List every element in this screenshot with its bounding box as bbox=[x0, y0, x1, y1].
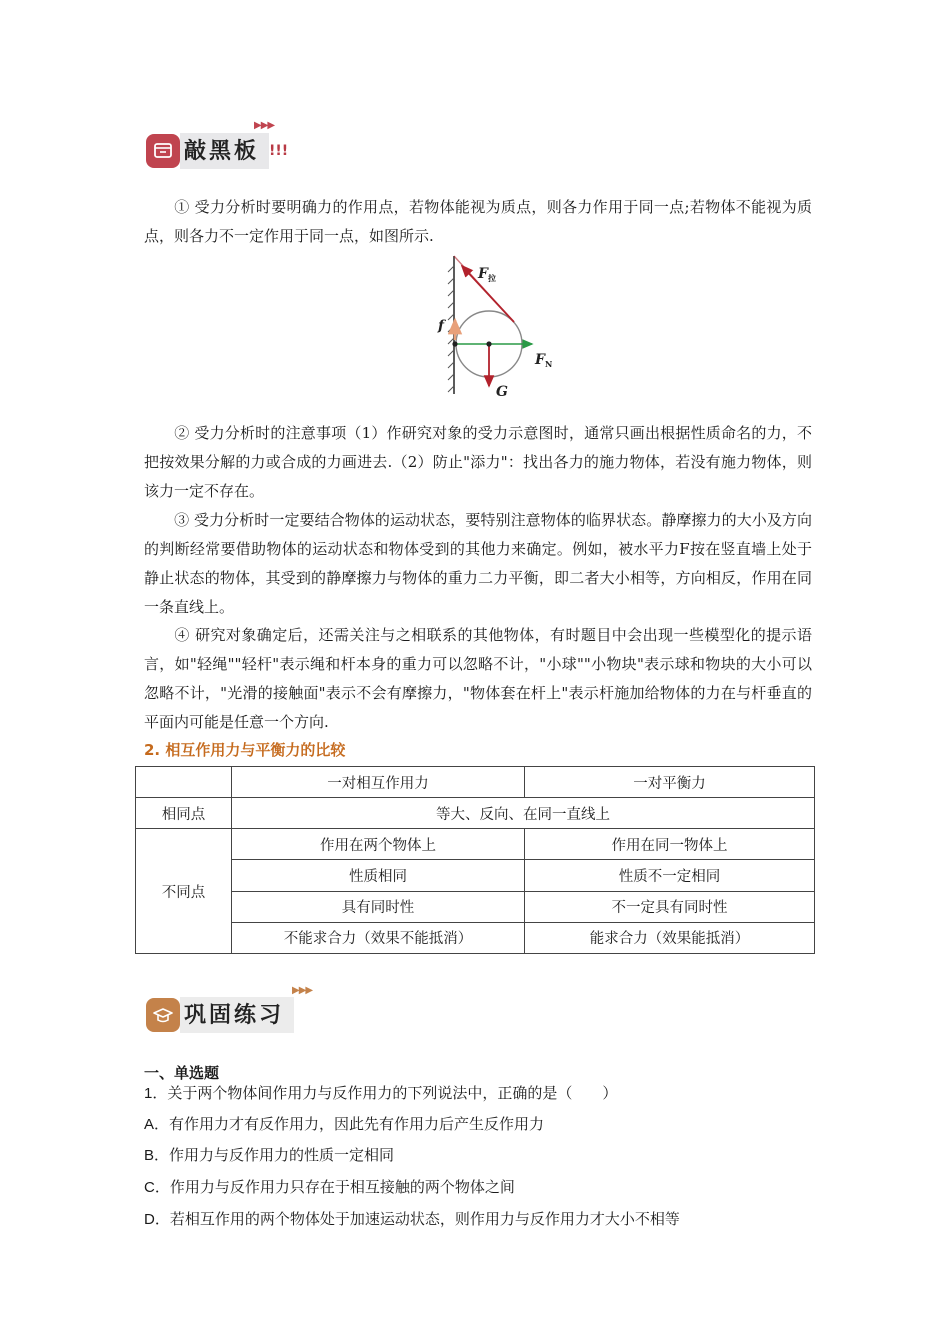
option-a[interactable]: A．有作用力才有反作用力，因此先有作用力后产生反作用力 bbox=[144, 1116, 545, 1133]
table-row bbox=[136, 922, 815, 953]
table-row-label: 不同点 bbox=[136, 829, 232, 954]
friction-label: f bbox=[438, 318, 445, 334]
pull-label: $F_拉$ bbox=[478, 266, 496, 283]
table-cell: 等大、反向、在同一直线上 bbox=[232, 798, 815, 829]
normal-label: $F_N$ bbox=[535, 352, 553, 369]
table-corner-cell bbox=[136, 767, 232, 798]
graduation-cap-icon bbox=[146, 998, 180, 1032]
question-stem: 1．关于两个物体间作用力与反作用力的下列说法中，正确的是（ ） bbox=[144, 1085, 618, 1102]
point-4: ④ 研究对象确定后，还需关注与之相联系的其他物体，有时题目中会出现一些模型化的提示语言，如"轻绳""轻杆"表示绳和杆本身的重力可以忽略不计，"小球""小物块"表示球和物块的大小可以忽略不计，"光滑的接触面"表示不会有摩擦力，"物体套在杆上"表示杆施加给物体的力在与杆垂直的平面内可能是任意一个方向. bbox=[144, 626, 812, 731]
point-3: ③ 受力分析时一定要结合物体的运动状态，要特别注意物体的临界状态。静摩擦力的大小及方向的判断经常要借助物体的运动状态和物体受到的其他力来确定。例如，被水平力F按在竖直墙上处于静止状态的物体，其受到的静摩擦力与物体的重力二力平衡，即二者大小相等，方向相反，作用在同一条直线上。 bbox=[144, 511, 812, 616]
arrows-decoration: ▶▶▶ bbox=[254, 120, 275, 131]
table-cell: 性质不一定相同 bbox=[525, 860, 815, 891]
table-cell: 不能求合力（效果不能抵消） bbox=[232, 922, 525, 953]
arrows-decoration: ▶▶▶ bbox=[292, 985, 313, 996]
banner-title: 巩固练习 bbox=[180, 997, 294, 1033]
table-row bbox=[136, 860, 815, 891]
table-row bbox=[136, 829, 815, 860]
banner-key-points bbox=[146, 128, 288, 174]
table-row-label: 相同点 bbox=[136, 798, 232, 829]
center-point bbox=[486, 341, 491, 346]
comparison-table bbox=[135, 766, 815, 954]
table-cell: 具有同时性 bbox=[232, 891, 525, 922]
option-c[interactable]: C．作用力与反作用力只存在于相互接触的两个物体之间 bbox=[144, 1179, 515, 1196]
table-row bbox=[136, 891, 815, 922]
table-cell: 不一定具有同时性 bbox=[525, 891, 815, 922]
table-row bbox=[136, 798, 815, 829]
table-cell: 能求合力（效果能抵消） bbox=[525, 922, 815, 953]
board-icon bbox=[146, 134, 180, 168]
option-b[interactable]: B．作用力与反作用力的性质一定相同 bbox=[144, 1147, 395, 1164]
table-header-cell: 一对相互作用力 bbox=[232, 767, 525, 798]
question-type-heading: 一、单选题 bbox=[144, 1065, 220, 1082]
wall bbox=[448, 256, 454, 394]
gravity-label: G bbox=[496, 384, 508, 400]
banner-title: 敲黑板 bbox=[180, 133, 269, 169]
table-cell: 作用在两个物体上 bbox=[232, 829, 525, 860]
table-cell: 性质相同 bbox=[232, 860, 525, 891]
point-1: ① 受力分析时要明确力的作用点，若物体能视为质点，则各力作用于同一点;若物体不能视为质点，则各力不一定作用于同一点，如图所示. bbox=[144, 198, 812, 245]
exclaim-marks: !!! bbox=[269, 143, 289, 159]
point-2: ② 受力分析时的注意事项（1）作研究对象的受力示意图时，通常只画出根据性质命名的力，不把按效果分解的力或合成的力画进去.（2）防止"添力"：找出各力的施力物体，若没有施力物体，则该力一定不存在。 bbox=[144, 424, 812, 500]
contact-point bbox=[452, 341, 457, 346]
table-header-row bbox=[136, 767, 815, 798]
banner-practice bbox=[146, 992, 294, 1038]
section-heading: 2. 相互作用力与平衡力的比较 bbox=[144, 741, 346, 759]
force-diagram bbox=[428, 252, 568, 402]
table-cell: 作用在同一物体上 bbox=[525, 829, 815, 860]
option-d[interactable]: D．若相互作用的两个物体处于加速运动状态，则作用力与反作用力才大小不相等 bbox=[144, 1211, 680, 1228]
table-header-cell: 一对平衡力 bbox=[525, 767, 815, 798]
